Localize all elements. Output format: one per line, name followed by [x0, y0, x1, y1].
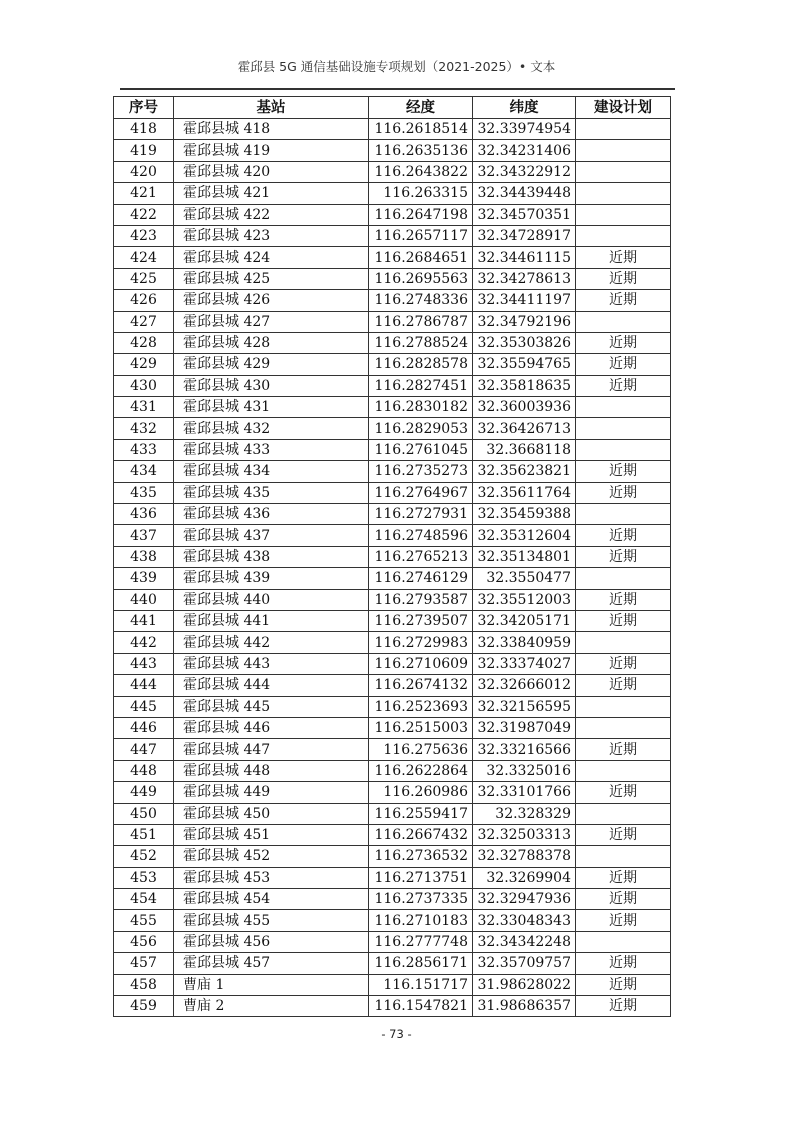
latitude-cell: 32.32503313 [473, 824, 576, 845]
latitude-cell: 32.34439448 [473, 183, 576, 204]
row-number-cell: 444 [114, 675, 174, 696]
station-name-cell: 霍邱县城 442 [174, 632, 369, 653]
row-number-cell: 434 [114, 461, 174, 482]
table-row [114, 119, 671, 140]
table-row [114, 931, 671, 952]
construction-plan-cell [576, 311, 671, 332]
row-number-cell: 448 [114, 760, 174, 781]
latitude-cell: 32.34792196 [473, 311, 576, 332]
row-number-cell: 420 [114, 161, 174, 182]
latitude-cell: 32.35134801 [473, 546, 576, 567]
station-name-cell: 霍邱县城 444 [174, 675, 369, 696]
longitude-cell: 116.275636 [369, 739, 473, 760]
construction-plan-cell [576, 696, 671, 717]
station-name-cell: 霍邱县城 440 [174, 589, 369, 610]
row-number-cell: 453 [114, 867, 174, 888]
longitude-cell: 116.2777748 [369, 931, 473, 952]
row-number-cell: 452 [114, 846, 174, 867]
latitude-cell: 32.35818635 [473, 375, 576, 396]
row-number-cell: 450 [114, 803, 174, 824]
construction-plan-cell: 近期 [576, 739, 671, 760]
construction-plan-cell: 近期 [576, 910, 671, 931]
table-row [114, 760, 671, 781]
longitude-cell: 116.2786787 [369, 311, 473, 332]
station-name-cell: 霍邱县城 457 [174, 953, 369, 974]
latitude-cell: 32.35459388 [473, 504, 576, 525]
row-number-cell: 432 [114, 418, 174, 439]
construction-plan-cell [576, 568, 671, 589]
construction-plan-cell [576, 397, 671, 418]
row-number-cell: 449 [114, 782, 174, 803]
longitude-cell: 116.2765213 [369, 546, 473, 567]
table-row [114, 461, 671, 482]
construction-plan-cell: 近期 [576, 889, 671, 910]
table-row [114, 268, 671, 289]
construction-plan-cell [576, 418, 671, 439]
row-number-cell: 427 [114, 311, 174, 332]
latitude-cell: 32.3269904 [473, 867, 576, 888]
latitude-cell: 32.35594765 [473, 354, 576, 375]
construction-plan-cell [576, 760, 671, 781]
longitude-cell: 116.263315 [369, 183, 473, 204]
table-row [114, 482, 671, 503]
latitude-cell: 32.36426713 [473, 418, 576, 439]
latitude-cell: 32.33101766 [473, 782, 576, 803]
longitude-cell: 116.2684651 [369, 247, 473, 268]
construction-plan-cell [576, 183, 671, 204]
longitude-cell: 116.2856171 [369, 953, 473, 974]
latitude-cell: 32.35312604 [473, 525, 576, 546]
station-name-cell: 霍邱县城 418 [174, 119, 369, 140]
construction-plan-cell [576, 119, 671, 140]
table-row [114, 953, 671, 974]
construction-plan-cell: 近期 [576, 268, 671, 289]
table-row [114, 846, 671, 867]
table-row [114, 354, 671, 375]
column-header-no: 序号 [114, 97, 174, 119]
latitude-cell: 32.35709757 [473, 953, 576, 974]
latitude-cell: 32.34461115 [473, 247, 576, 268]
construction-plan-cell: 近期 [576, 974, 671, 995]
table-row [114, 739, 671, 760]
table-row [114, 696, 671, 717]
row-number-cell: 435 [114, 482, 174, 503]
longitude-cell: 116.2695563 [369, 268, 473, 289]
row-number-cell: 428 [114, 332, 174, 353]
station-name-cell: 曹庙 1 [174, 974, 369, 995]
latitude-cell: 32.34570351 [473, 204, 576, 225]
table-row [114, 247, 671, 268]
latitude-cell: 32.3668118 [473, 439, 576, 460]
row-number-cell: 419 [114, 140, 174, 161]
station-name-cell: 霍邱县城 431 [174, 397, 369, 418]
table-row [114, 546, 671, 567]
row-number-cell: 454 [114, 889, 174, 910]
table-row [114, 824, 671, 845]
header-rule [120, 88, 675, 90]
row-number-cell: 441 [114, 610, 174, 631]
longitude-cell: 116.2657117 [369, 225, 473, 246]
latitude-cell: 32.35611764 [473, 482, 576, 503]
row-number-cell: 456 [114, 931, 174, 952]
longitude-cell: 116.2622864 [369, 760, 473, 781]
longitude-cell: 116.2523693 [369, 696, 473, 717]
latitude-cell: 32.36003936 [473, 397, 576, 418]
longitude-cell: 116.1547821 [369, 996, 473, 1017]
row-number-cell: 421 [114, 183, 174, 204]
table-row [114, 717, 671, 738]
construction-plan-cell [576, 161, 671, 182]
latitude-cell: 32.3325016 [473, 760, 576, 781]
row-number-cell: 424 [114, 247, 174, 268]
station-name-cell: 霍邱县城 420 [174, 161, 369, 182]
longitude-cell: 116.2727931 [369, 504, 473, 525]
station-name-cell: 霍邱县城 422 [174, 204, 369, 225]
table-row [114, 632, 671, 653]
longitude-cell: 116.2761045 [369, 439, 473, 460]
construction-plan-cell: 近期 [576, 332, 671, 353]
row-number-cell: 418 [114, 119, 174, 140]
table-row [114, 225, 671, 246]
table-row [114, 589, 671, 610]
latitude-cell: 32.35303826 [473, 332, 576, 353]
row-number-cell: 459 [114, 996, 174, 1017]
row-number-cell: 455 [114, 910, 174, 931]
station-name-cell: 霍邱县城 428 [174, 332, 369, 353]
station-name-cell: 霍邱县城 449 [174, 782, 369, 803]
station-name-cell: 霍邱县城 452 [174, 846, 369, 867]
construction-plan-cell: 近期 [576, 610, 671, 631]
latitude-cell: 32.32156595 [473, 696, 576, 717]
station-name-cell: 霍邱县城 421 [174, 183, 369, 204]
longitude-cell: 116.2828578 [369, 354, 473, 375]
longitude-cell: 116.2710609 [369, 653, 473, 674]
station-name-cell: 霍邱县城 432 [174, 418, 369, 439]
construction-plan-cell [576, 140, 671, 161]
row-number-cell: 445 [114, 696, 174, 717]
table-row [114, 332, 671, 353]
station-name-cell: 霍邱县城 451 [174, 824, 369, 845]
row-number-cell: 443 [114, 653, 174, 674]
station-name-cell: 霍邱县城 435 [174, 482, 369, 503]
row-number-cell: 437 [114, 525, 174, 546]
longitude-cell: 116.2829053 [369, 418, 473, 439]
station-name-cell: 霍邱县城 419 [174, 140, 369, 161]
longitude-cell: 116.2739507 [369, 610, 473, 631]
construction-plan-cell [576, 803, 671, 824]
column-header-latitude: 纬度 [473, 97, 576, 119]
latitude-cell: 32.33974954 [473, 119, 576, 140]
longitude-cell: 116.2735273 [369, 461, 473, 482]
longitude-cell: 116.2729983 [369, 632, 473, 653]
longitude-cell: 116.2793587 [369, 589, 473, 610]
row-number-cell: 429 [114, 354, 174, 375]
column-header-station: 基站 [174, 97, 369, 119]
latitude-cell: 32.35512003 [473, 589, 576, 610]
construction-plan-cell: 近期 [576, 824, 671, 845]
latitude-cell: 32.33374027 [473, 653, 576, 674]
station-name-cell: 霍邱县城 456 [174, 931, 369, 952]
station-name-cell: 霍邱县城 441 [174, 610, 369, 631]
row-number-cell: 438 [114, 546, 174, 567]
longitude-cell: 116.151717 [369, 974, 473, 995]
station-name-cell: 霍邱县城 448 [174, 760, 369, 781]
row-number-cell: 458 [114, 974, 174, 995]
construction-plan-cell [576, 632, 671, 653]
station-name-cell: 霍邱县城 425 [174, 268, 369, 289]
longitude-cell: 116.2748336 [369, 290, 473, 311]
longitude-cell: 116.2737335 [369, 889, 473, 910]
longitude-cell: 116.2618514 [369, 119, 473, 140]
construction-plan-cell: 近期 [576, 953, 671, 974]
longitude-cell: 116.2559417 [369, 803, 473, 824]
station-name-cell: 霍邱县城 423 [174, 225, 369, 246]
table-row [114, 996, 671, 1017]
latitude-cell: 32.35623821 [473, 461, 576, 482]
station-name-cell: 霍邱县城 439 [174, 568, 369, 589]
construction-plan-cell: 近期 [576, 782, 671, 803]
station-name-cell: 霍邱县城 424 [174, 247, 369, 268]
longitude-cell: 116.2736532 [369, 846, 473, 867]
longitude-cell: 116.2827451 [369, 375, 473, 396]
construction-plan-cell: 近期 [576, 290, 671, 311]
table-row [114, 675, 671, 696]
longitude-cell: 116.2748596 [369, 525, 473, 546]
construction-plan-cell: 近期 [576, 867, 671, 888]
longitude-cell: 116.2764967 [369, 482, 473, 503]
row-number-cell: 436 [114, 504, 174, 525]
row-number-cell: 439 [114, 568, 174, 589]
latitude-cell: 32.32947936 [473, 889, 576, 910]
longitude-cell: 116.2713751 [369, 867, 473, 888]
row-number-cell: 425 [114, 268, 174, 289]
station-name-cell: 霍邱县城 438 [174, 546, 369, 567]
latitude-cell: 32.32788378 [473, 846, 576, 867]
construction-plan-cell: 近期 [576, 354, 671, 375]
table-row [114, 803, 671, 824]
row-number-cell: 440 [114, 589, 174, 610]
latitude-cell: 32.34231406 [473, 140, 576, 161]
latitude-cell: 32.328329 [473, 803, 576, 824]
row-number-cell: 442 [114, 632, 174, 653]
page-number: - 73 - [381, 1027, 412, 1041]
latitude-cell: 31.98628022 [473, 974, 576, 995]
row-number-cell: 422 [114, 204, 174, 225]
table-row [114, 161, 671, 182]
longitude-cell: 116.2515003 [369, 717, 473, 738]
longitude-cell: 116.2788524 [369, 332, 473, 353]
construction-plan-cell [576, 846, 671, 867]
table-row [114, 867, 671, 888]
row-number-cell: 433 [114, 439, 174, 460]
running-header: 霍邱县 5G 通信基础设施专项规划（2021-2025）• 文本 [237, 59, 556, 74]
construction-plan-cell: 近期 [576, 525, 671, 546]
station-name-cell: 霍邱县城 454 [174, 889, 369, 910]
station-name-cell: 霍邱县城 447 [174, 739, 369, 760]
construction-plan-cell: 近期 [576, 247, 671, 268]
construction-plan-cell: 近期 [576, 675, 671, 696]
table-header-row [114, 97, 671, 119]
longitude-cell: 116.2710183 [369, 910, 473, 931]
table-row [114, 568, 671, 589]
base-station-table [113, 96, 671, 1017]
latitude-cell: 32.34342248 [473, 931, 576, 952]
construction-plan-cell: 近期 [576, 375, 671, 396]
latitude-cell: 32.33048343 [473, 910, 576, 931]
station-name-cell: 曹庙 2 [174, 996, 369, 1017]
latitude-cell: 32.34205171 [473, 610, 576, 631]
table-row [114, 889, 671, 910]
construction-plan-cell [576, 717, 671, 738]
table-row [114, 290, 671, 311]
construction-plan-cell [576, 439, 671, 460]
longitude-cell: 116.260986 [369, 782, 473, 803]
station-name-cell: 霍邱县城 436 [174, 504, 369, 525]
row-number-cell: 457 [114, 953, 174, 974]
construction-plan-cell: 近期 [576, 996, 671, 1017]
latitude-cell: 32.34322912 [473, 161, 576, 182]
longitude-cell: 116.2674132 [369, 675, 473, 696]
table-row [114, 204, 671, 225]
row-number-cell: 430 [114, 375, 174, 396]
latitude-cell: 32.34411197 [473, 290, 576, 311]
table-row [114, 782, 671, 803]
station-name-cell: 霍邱县城 437 [174, 525, 369, 546]
construction-plan-cell [576, 204, 671, 225]
table-row [114, 375, 671, 396]
table-row [114, 974, 671, 995]
column-header-plan: 建设计划 [576, 97, 671, 119]
row-number-cell: 426 [114, 290, 174, 311]
latitude-cell: 32.31987049 [473, 717, 576, 738]
column-header-longitude: 经度 [369, 97, 473, 119]
latitude-cell: 32.33216566 [473, 739, 576, 760]
table-row [114, 653, 671, 674]
longitude-cell: 116.2746129 [369, 568, 473, 589]
table-row [114, 418, 671, 439]
table-row [114, 311, 671, 332]
construction-plan-cell [576, 504, 671, 525]
longitude-cell: 116.2635136 [369, 140, 473, 161]
table-row [114, 525, 671, 546]
station-name-cell: 霍邱县城 445 [174, 696, 369, 717]
construction-plan-cell: 近期 [576, 546, 671, 567]
table-row [114, 140, 671, 161]
row-number-cell: 451 [114, 824, 174, 845]
latitude-cell: 32.33840959 [473, 632, 576, 653]
table-row [114, 397, 671, 418]
longitude-cell: 116.2647198 [369, 204, 473, 225]
latitude-cell: 32.34728917 [473, 225, 576, 246]
table-row [114, 910, 671, 931]
table-row [114, 439, 671, 460]
construction-plan-cell: 近期 [576, 482, 671, 503]
table-row [114, 183, 671, 204]
longitude-cell: 116.2643822 [369, 161, 473, 182]
table-row [114, 610, 671, 631]
station-name-cell: 霍邱县城 446 [174, 717, 369, 738]
station-name-cell: 霍邱县城 429 [174, 354, 369, 375]
station-name-cell: 霍邱县城 433 [174, 439, 369, 460]
station-name-cell: 霍邱县城 450 [174, 803, 369, 824]
latitude-cell: 32.32666012 [473, 675, 576, 696]
row-number-cell: 431 [114, 397, 174, 418]
construction-plan-cell [576, 931, 671, 952]
longitude-cell: 116.2667432 [369, 824, 473, 845]
construction-plan-cell: 近期 [576, 461, 671, 482]
construction-plan-cell [576, 225, 671, 246]
station-name-cell: 霍邱县城 434 [174, 461, 369, 482]
latitude-cell: 32.3550477 [473, 568, 576, 589]
construction-plan-cell: 近期 [576, 653, 671, 674]
row-number-cell: 447 [114, 739, 174, 760]
row-number-cell: 423 [114, 225, 174, 246]
station-name-cell: 霍邱县城 430 [174, 375, 369, 396]
station-name-cell: 霍邱县城 427 [174, 311, 369, 332]
station-name-cell: 霍邱县城 453 [174, 867, 369, 888]
table-row [114, 504, 671, 525]
latitude-cell: 31.98686357 [473, 996, 576, 1017]
construction-plan-cell: 近期 [576, 589, 671, 610]
station-name-cell: 霍邱县城 426 [174, 290, 369, 311]
station-name-cell: 霍邱县城 443 [174, 653, 369, 674]
row-number-cell: 446 [114, 717, 174, 738]
station-name-cell: 霍邱县城 455 [174, 910, 369, 931]
latitude-cell: 32.34278613 [473, 268, 576, 289]
longitude-cell: 116.2830182 [369, 397, 473, 418]
